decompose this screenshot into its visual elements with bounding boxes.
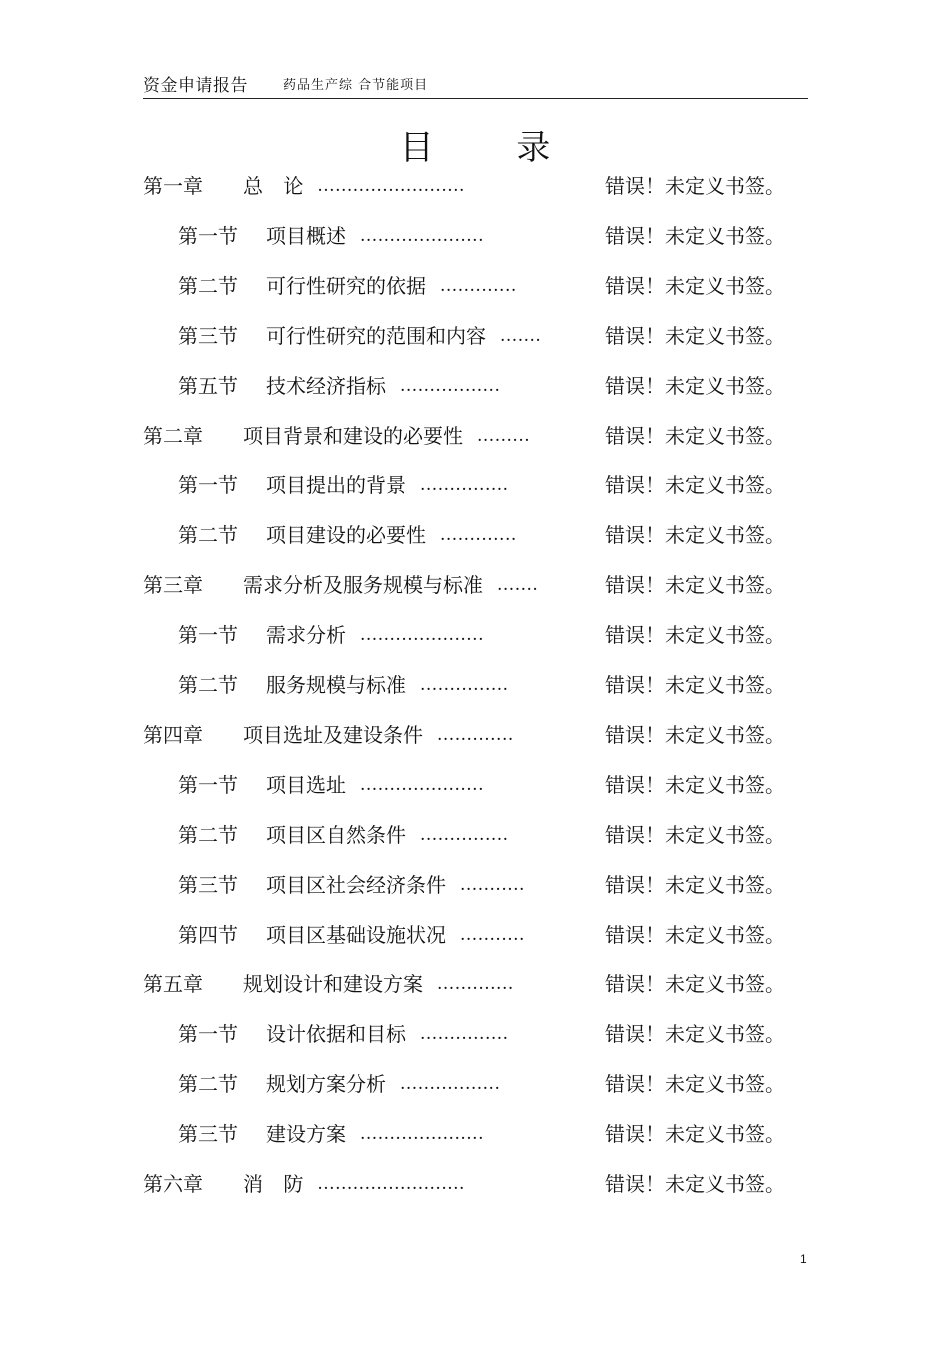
toc-page-reference: 错误！未定义书签。: [605, 972, 785, 996]
toc-entry-title: 项目选址及建设条件: [243, 723, 423, 747]
toc-leader-dots: .....................: [360, 775, 484, 795]
toc-entry-title: 项目背景和建设的必要性: [243, 424, 463, 448]
toc-page-reference: 错误！未定义书签。: [605, 274, 785, 298]
toc-entry-number: 第五节: [178, 374, 238, 398]
toc-page-reference: 错误！未定义书签。: [605, 673, 785, 697]
toc-page-reference: 错误！未定义书签。: [605, 723, 785, 747]
toc-entry-number: 第四节: [178, 923, 238, 947]
toc-leader-dots: ...............: [420, 675, 509, 695]
toc-page-reference: 错误！未定义书签。: [605, 324, 785, 348]
toc-entry-number: 第二节: [178, 823, 238, 847]
toc-entry-title: 设计依据和目标: [266, 1022, 406, 1046]
project-name: 药品生产综 合节能项目: [283, 78, 429, 93]
toc-entry-title: 消 防: [243, 1172, 304, 1196]
toc-entry-number: 第二章: [143, 424, 203, 448]
toc-page-reference: 错误！未定义书签。: [605, 424, 785, 448]
toc-page-reference: 错误！未定义书签。: [605, 573, 785, 597]
toc-page-reference: 错误！未定义书签。: [605, 473, 785, 497]
toc-page-reference: 错误！未定义书签。: [605, 224, 785, 248]
toc-entry-title: 技术经济指标: [266, 374, 386, 398]
toc-entry-title: 项目建设的必要性: [266, 523, 426, 547]
toc-leader-dots: ...........: [460, 875, 525, 895]
toc-entry-title: 建设方案: [266, 1122, 346, 1146]
toc-page-reference: 错误！未定义书签。: [605, 873, 785, 897]
toc-entry-number: 第二节: [178, 673, 238, 697]
toc-entry-title: 项目区基础设施状况: [266, 923, 446, 947]
toc-entry-number: 第三章: [143, 573, 203, 597]
toc-page-reference: 错误！未定义书签。: [605, 523, 785, 547]
toc-leader-dots: .............: [437, 725, 514, 745]
toc-entry-title: 可行性研究的范围和内容: [266, 324, 486, 348]
toc-entry-number: 第三节: [178, 873, 238, 897]
report-type-title: 资金申请报告: [143, 76, 248, 96]
toc-leader-dots: .............: [437, 974, 514, 994]
toc-leader-dots: .................: [400, 376, 501, 396]
toc-entry-number: 第一章: [143, 174, 203, 198]
toc-page-reference: 错误！未定义书签。: [605, 374, 785, 398]
toc-entry-number: 第二节: [178, 523, 238, 547]
toc-page-reference: 错误！未定义书签。: [605, 923, 785, 947]
toc-entry-number: 第一节: [178, 473, 238, 497]
toc-entry-title: 规划设计和建设方案: [243, 972, 423, 996]
page-header: [143, 68, 808, 99]
toc-page-reference: 错误！未定义书签。: [605, 623, 785, 647]
toc-leader-dots: .....................: [360, 625, 484, 645]
toc-entry-number: 第六章: [143, 1172, 203, 1196]
toc-page-reference: 错误！未定义书签。: [605, 823, 785, 847]
toc-leader-dots: ...............: [420, 1024, 509, 1044]
toc-leader-dots: .................: [400, 1074, 501, 1094]
toc-entry-number: 第二节: [178, 1072, 238, 1096]
toc-entry-number: 第一节: [178, 623, 238, 647]
toc-entry-title: 规划方案分析: [266, 1072, 386, 1096]
toc-leader-dots: .......: [500, 326, 542, 346]
toc-leader-dots: .........................: [317, 1174, 465, 1194]
toc-page-reference: 错误！未定义书签。: [605, 1172, 785, 1196]
toc-heading: 目 录: [399, 128, 587, 168]
toc-entry-number: 第四章: [143, 723, 203, 747]
toc-page-reference: 错误！未定义书签。: [605, 1072, 785, 1096]
toc-leader-dots: .............: [440, 276, 517, 296]
toc-entry-title: 项目区社会经济条件: [266, 873, 446, 897]
toc-leader-dots: ...........: [460, 925, 525, 945]
toc-leader-dots: .............: [440, 525, 517, 545]
toc-leader-dots: ...............: [420, 475, 509, 495]
toc-entry-title: 需求分析: [266, 623, 346, 647]
toc-entry-title: 可行性研究的依据: [266, 274, 426, 298]
toc-leader-dots: ...............: [420, 825, 509, 845]
toc-leader-dots: .....................: [360, 1124, 484, 1144]
toc-entry-number: 第三节: [178, 1122, 238, 1146]
toc-entry-number: 第三节: [178, 324, 238, 348]
toc-entry-number: 第二节: [178, 274, 238, 298]
toc-entry-number: 第一节: [178, 773, 238, 797]
toc-page-reference: 错误！未定义书签。: [605, 773, 785, 797]
toc-leader-dots: .......: [497, 575, 539, 595]
toc-leader-dots: .........: [477, 426, 531, 446]
toc-entry-title: 总 论: [243, 174, 304, 198]
toc-entry-title: 项目区自然条件: [266, 823, 406, 847]
toc-page-reference: 错误！未定义书签。: [605, 1122, 785, 1146]
page-number: 1: [800, 1252, 807, 1266]
toc-entry-number: 第五章: [143, 972, 203, 996]
toc-entry-title: 项目选址: [266, 773, 346, 797]
toc-entry-title: 项目提出的背景: [266, 473, 406, 497]
toc-entry-number: 第一节: [178, 224, 238, 248]
toc-leader-dots: .........................: [317, 176, 465, 196]
toc-page-reference: 错误！未定义书签。: [605, 174, 785, 198]
toc-entry-title: 需求分析及服务规模与标准: [243, 573, 483, 597]
toc-leader-dots: .....................: [360, 226, 484, 246]
toc-entry-title: 项目概述: [266, 224, 346, 248]
toc-entry-number: 第一节: [178, 1022, 238, 1046]
toc-page-reference: 错误！未定义书签。: [605, 1022, 785, 1046]
toc-entry-title: 服务规模与标准: [266, 673, 406, 697]
